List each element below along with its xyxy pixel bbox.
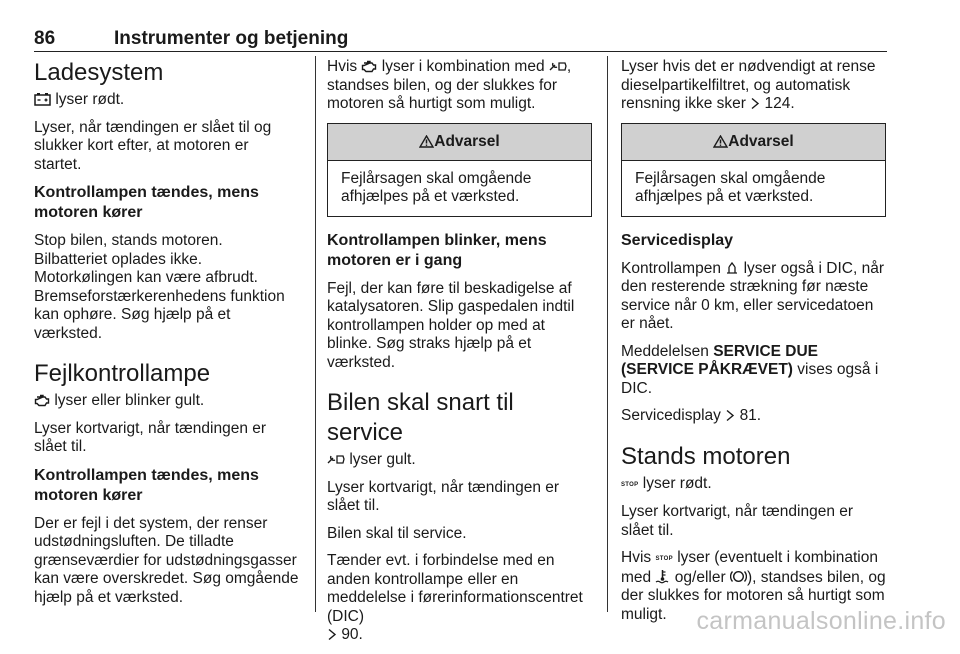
- intro-b: lyser i kombination med: [381, 58, 545, 75]
- stop-text: Lyser kortvarigt, når tændingen er slået til.: [621, 503, 854, 539]
- heading-servicedisplay: Servicedisplay: [621, 231, 734, 249]
- dpf-page-reference[interactable]: 124.: [764, 95, 795, 112]
- heading-malfunction-lamp: Fejlkontrollampe: [34, 360, 211, 387]
- watermark: carmanualsonline.info: [696, 607, 946, 635]
- chapter-title: Instrumenter og betjening: [114, 28, 349, 49]
- dpf-text: Lyser hvis det er nødvendigt at rense dieselpartikelfiltret, og automatisk rensning ikke sker: [621, 58, 876, 112]
- coolant-temperature-icon: [655, 569, 670, 584]
- page-reference-icon: [327, 628, 337, 641]
- warning-title-1: Advarsel: [434, 132, 500, 150]
- warning-title-2: Advarsel: [728, 132, 794, 150]
- servicedisplay-ref-label: Servicedisplay: [621, 407, 721, 424]
- paragraph-dpf: [621, 58, 886, 114]
- column-divider-1: [315, 56, 316, 612]
- stop-status-text: lyser rødt.: [642, 474, 712, 492]
- stop-p-b: lyser (eventuelt i kombination med: [621, 549, 878, 586]
- battery-icon: [34, 92, 51, 106]
- service-wrench-icon: [725, 261, 739, 275]
- service-text-2: Bilen skal til service.: [327, 524, 467, 542]
- page-header: [34, 29, 887, 52]
- paragraph-lamp-blinking: Fejl, der kan føre til beskadigelse af katalysatoren. Slip gaspedalen indtil kontrollampen holder op med at blinke. Søg straks hjælp på et værksted.: [327, 279, 575, 371]
- service-status: [327, 451, 592, 470]
- message-a: Meddelelsen: [621, 342, 709, 360]
- intro-a: Hvis: [327, 58, 358, 75]
- service-status-text: lyser gult.: [349, 451, 416, 468]
- warning-header-1: [328, 124, 591, 161]
- page-reference-icon: [750, 97, 760, 110]
- stop-p-d: ), standses bilen, og der slukkes for motoren så hurtigt som muligt.: [621, 568, 886, 623]
- warning-box-1: [327, 123, 592, 217]
- service-page-reference[interactable]: 90.: [341, 626, 363, 643]
- servicedisplay-page-reference[interactable]: 81.: [739, 407, 762, 424]
- paragraph-servicedisplay: [621, 260, 886, 334]
- malfunction-text: Lyser kortvarigt, når tændingen er slået til.: [34, 419, 267, 455]
- warning-triangle-icon: [419, 135, 434, 148]
- engine-icon: [34, 394, 50, 407]
- malfunction-status: [34, 392, 299, 411]
- column-divider-2: [607, 56, 608, 612]
- wrench-car-icon: [327, 453, 345, 466]
- heading-stop-engine: Stands motoren: [621, 442, 791, 470]
- malfunction-status-text: lyser eller blinker gult.: [54, 392, 205, 409]
- charging-status-text: lyser rødt.: [55, 91, 125, 108]
- heading-lamp-on-running-1: Kontrollampen tændes, mens motoren kører: [34, 184, 259, 221]
- paragraph-servicedisplay-ref: [621, 407, 886, 426]
- charging-text: Lyser, når tændingen er slået til og slukker kort efter, at motoren er startet.: [34, 118, 272, 173]
- service-text-3-body: Tænder evt. i forbindelse med en anden kontrollampe eller en meddelelse i førerinformationscentret (DIC): [327, 552, 583, 625]
- heading-service-soon: Bilen skal snart til service: [327, 389, 514, 446]
- charging-status: [34, 91, 299, 110]
- stop-status: [621, 475, 886, 495]
- paragraph-message: [621, 343, 886, 399]
- paragraph-lamp-on-running-2: Der er fejl i det system, der renser udstødningsluften. De tilladte grænseværdier for udstødningsgasser kan være overskredet. Søg omgående hjælp på et værksted.: [34, 514, 299, 606]
- engine-icon: [361, 60, 377, 73]
- message-service-due: SERVICE DUE (SERVICE PÅKRÆVET): [621, 342, 819, 378]
- heading-charging-system: Ladesystem: [34, 59, 164, 86]
- stop-p-a: Hvis: [621, 549, 652, 566]
- column-2: [327, 58, 592, 654]
- column-1: [34, 58, 299, 616]
- warning-body-2: Fejlårsagen skal omgående afhjælpes på et værksted.: [635, 169, 826, 205]
- servicedisplay-a: Kontrollampen: [621, 259, 721, 277]
- service-text-1: Lyser kortvarigt, når tændingen er slået til.: [327, 478, 560, 514]
- intro-c: , standses bilen, og der slukkes for motoren så hurtigt som muligt.: [327, 58, 572, 112]
- warning-body-1: Fejlårsagen skal omgående afhjælpes på et værksted.: [341, 169, 532, 205]
- page-number: 86: [34, 28, 56, 49]
- brake-system-icon: [730, 569, 747, 584]
- wrench-car-icon: [549, 60, 567, 73]
- service-text-3: [327, 552, 592, 645]
- warning-triangle-icon: [713, 135, 728, 148]
- stop-p-c: og/eller: [674, 568, 726, 586]
- column-3: [621, 58, 886, 633]
- paragraph-combination: [327, 58, 592, 114]
- page-reference-icon: [725, 409, 735, 422]
- heading-lamp-on-running-2: Kontrollampen tændes, mens motoren kører: [34, 466, 259, 504]
- stop-icon: STOP: [621, 481, 639, 488]
- paragraph-lamp-on-running-1: Stop bilen, stands motoren. Bilbatteriet oplades ikke. Motorkølingen kan være afbrudt. Bremseforstærkerenhedens funktion kan ophøre. Søg hjælp på et værksted.: [34, 232, 285, 342]
- stop-icon: STOP: [655, 556, 673, 562]
- warning-header-2: [622, 124, 885, 161]
- heading-lamp-blinking: Kontrollampen blinker, mens motoren er i gang: [327, 231, 547, 269]
- message-c: vises også i DIC.: [621, 361, 879, 397]
- warning-box-2: [621, 123, 886, 217]
- servicedisplay-b: lyser også i DIC, når den resterende strækning før næste service når 0 km, eller servicedatoen er nået.: [621, 259, 884, 332]
